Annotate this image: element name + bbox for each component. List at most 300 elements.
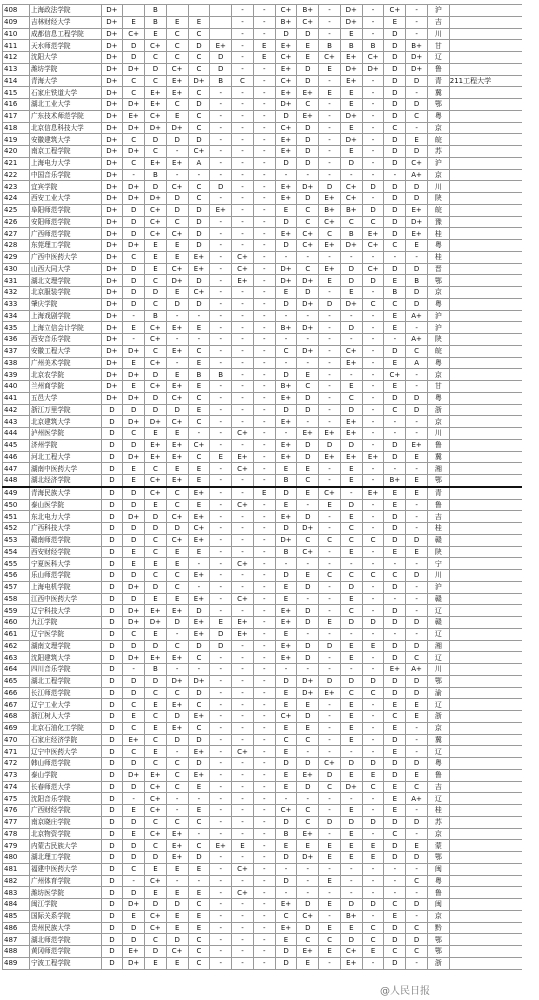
grade-cell: - [232,910,254,922]
grade-cell: - [232,110,254,122]
grade-cell: C [123,699,145,711]
province-cell: 粤 [427,240,449,252]
grade-cell: - [166,628,188,640]
school-name-cell: 东莞理工学院 [29,240,101,252]
grade-cell: E+ [145,87,167,99]
grade-cell: - [362,87,384,99]
grade-cell: C [297,99,319,111]
grade-cell: - [253,5,275,17]
grade-cell: D+ [297,181,319,193]
grade-cell: D [123,781,145,793]
grade-cell: C+ [340,193,362,205]
school-name-cell: 阜阳师范学院 [29,204,101,216]
rank-cell: 464 [3,664,30,676]
grade-cell: C+ [319,216,341,228]
grade-cell: E+ [275,63,297,75]
grade-cell: C [166,28,188,40]
grade-cell: D [123,298,145,310]
grade-cell: D+ [101,169,123,181]
grade-cell: E [145,240,167,252]
grade-cell: D [101,628,123,640]
school-name-cell: 河北工程大学 [29,451,101,463]
grade-cell: - [340,169,362,181]
grade-cell: - [406,428,428,440]
school-name-cell: 韩山师范学院 [29,758,101,770]
school-name-cell: 潍坊学院 [29,63,101,75]
province-cell: 鲁 [427,769,449,781]
grade-cell: C+ [145,204,167,216]
note-cell [449,675,522,687]
grade-cell: D+ [101,28,123,40]
grade-cell: D [101,769,123,781]
grade-cell: C [145,52,167,64]
grade-cell: - [362,146,384,158]
school-name-cell: 国际关系学院 [29,910,101,922]
grade-cell: - [166,334,188,346]
grade-cell: D [275,758,297,770]
grade-cell: E [297,722,319,734]
note-cell [449,605,522,617]
grade-cell: C [123,722,145,734]
grade-cell: - [384,251,406,263]
grade-cell: C+ [145,334,167,346]
grade-cell: - [210,863,232,875]
grade-cell: E [123,546,145,558]
province-cell: 豫 [427,216,449,228]
note-cell [449,157,522,169]
grade-cell: - [253,439,275,451]
school-name-cell: 广东技术师范学院 [29,110,101,122]
grade-cell: D [319,816,341,828]
grade-cell: D+ [145,122,167,134]
grade-cell: E+ [340,957,362,969]
table-row [3,899,523,911]
grade-cell: C [166,40,188,52]
grade-cell: E [340,828,362,840]
grade-cell: D [166,711,188,723]
grade-cell [210,28,232,40]
province-cell: 桂 [427,805,449,817]
grade-cell: E+ [188,263,210,275]
grade-cell: - [188,828,210,840]
note-cell [449,711,522,723]
grade-cell: - [210,746,232,758]
grade-cell: E+ [232,617,254,629]
grade-cell: D [101,487,123,499]
rank-cell: 426 [3,216,30,228]
grade-cell: D [101,758,123,770]
grade-cell: D [188,134,210,146]
grade-cell: - [210,664,232,676]
grade-cell: E+ [275,605,297,617]
grade-cell: D [384,852,406,864]
rank-cell: 452 [3,523,30,535]
school-name-cell: 上海电力大学 [29,157,101,169]
grade-cell: - [210,711,232,723]
grade-cell: C+ [232,499,254,511]
grade-cell: C [145,758,167,770]
school-name-cell: 北京农学院 [29,369,101,381]
table-row [3,711,523,723]
grade-cell: D [123,758,145,770]
grade-cell: D [101,887,123,899]
rank-cell: 458 [3,593,30,605]
grade-cell: C [297,734,319,746]
grade-cell: D+ [101,392,123,404]
grade-cell: C+ [232,593,254,605]
grade-cell: D [101,664,123,676]
grade-cell: - [253,28,275,40]
grade-cell: D [319,181,341,193]
grade-cell: D [101,523,123,535]
grade-cell: - [210,805,232,817]
watermark: @人民日报 [380,986,430,997]
grade-cell: D+ [166,275,188,287]
grade-cell: D+ [297,275,319,287]
grade-cell: E+ [340,52,362,64]
province-cell: 鲁 [427,63,449,75]
grade-cell: C+ [384,5,406,17]
school-name-cell: 湖南中医药大学 [29,463,101,475]
grade-cell: E+ [275,511,297,523]
grade-cell: - [210,193,232,205]
grade-cell: E [297,487,319,499]
grade-cell: D [340,899,362,911]
grade-cell: - [253,781,275,793]
table-row [3,558,523,570]
grade-cell: E [340,122,362,134]
table-row [3,581,523,593]
grade-cell: D+ [101,251,123,263]
table-row [3,475,523,487]
grade-cell: E [166,251,188,263]
grade-cell: D [123,852,145,864]
grade-cell: E [145,263,167,275]
table-row [3,852,523,864]
grade-cell: D+ [101,63,123,75]
grade-cell: C+ [188,439,210,451]
grade-cell: C [188,63,210,75]
grade-cell: - [362,75,384,87]
grade-cell: D+ [275,534,297,546]
province-cell: 京 [427,287,449,299]
grade-cell: E [340,769,362,781]
grade-cell: - [362,910,384,922]
grade-cell: E [340,475,362,487]
grade-cell: E+ [145,157,167,169]
grade-cell: E+ [384,664,406,676]
grade-cell: E+ [188,628,210,640]
grade-cell: - [232,28,254,40]
grade-cell: C [340,216,362,228]
grade-cell: - [210,240,232,252]
grade-cell: - [232,534,254,546]
grade-cell: D [123,934,145,946]
province-cell: 宁 [427,558,449,570]
grade-cell: C+ [145,228,167,240]
grade-cell: - [319,605,341,617]
grade-cell: C+ [232,863,254,875]
grade-cell: - [362,581,384,593]
grade-cell: B [275,828,297,840]
grade-cell: C [145,298,167,310]
province-cell: 晋 [427,263,449,275]
grade-cell: - [210,345,232,357]
grade-cell: - [253,75,275,87]
note-cell [449,381,522,393]
grade-cell: - [253,793,275,805]
rank-cell: 431 [3,275,30,287]
grade-cell: D [166,899,188,911]
grade-cell: - [232,899,254,911]
grade-cell: E [340,640,362,652]
note-cell [449,240,522,252]
grade-cell: C [123,157,145,169]
grade-cell: - [362,287,384,299]
grade-cell: D [340,758,362,770]
grade-cell: D [123,534,145,546]
grade-cell: - [297,558,319,570]
grade-cell: B+ [340,204,362,216]
grade-cell: - [275,664,297,676]
grade-cell: - [210,216,232,228]
grade-cell: E [406,134,428,146]
grade-cell: E [166,240,188,252]
grade-cell: - [188,793,210,805]
grade-cell: D [123,675,145,687]
grade-cell: D [384,146,406,158]
grade-cell: - [319,652,341,664]
grade-cell: - [232,52,254,64]
grade-cell: - [232,416,254,428]
grade-cell: - [362,828,384,840]
grade-cell: C [362,216,384,228]
rank-cell: 415 [3,87,30,99]
grade-cell: E [275,781,297,793]
grade-cell: D [101,781,123,793]
grade-cell: D+ [406,216,428,228]
grade-cell: D [362,204,384,216]
table-row [3,758,523,770]
grade-cell: C+ [232,558,254,570]
grade-cell: D+ [123,511,145,523]
rank-cell: 432 [3,287,30,299]
grade-cell: D+ [101,40,123,52]
grade-cell: C [123,428,145,440]
grade-cell: - [166,357,188,369]
grade-cell: - [319,416,341,428]
grade-cell: - [232,287,254,299]
grade-cell: D [123,887,145,899]
grade-cell: - [210,287,232,299]
grade-cell: - [253,87,275,99]
grade-cell: - [210,499,232,511]
grade-cell [210,16,232,28]
grade-cell: C [275,910,297,922]
grade-cell: - [210,392,232,404]
grade-cell: E [340,922,362,934]
grade-cell: - [253,687,275,699]
grade-cell: - [232,852,254,864]
note-cell [449,334,522,346]
grade-cell: - [253,664,275,676]
grade-cell: - [253,652,275,664]
grade-cell: E [123,357,145,369]
grade-cell: D [297,439,319,451]
grade-cell: E+ [188,593,210,605]
grade-cell: D+ [123,392,145,404]
grade-cell: E+ [188,711,210,723]
grade-cell: - [340,558,362,570]
grade-cell: C [362,687,384,699]
grade-cell: E+ [275,87,297,99]
grade-cell: - [253,334,275,346]
grade-cell: - [253,910,275,922]
grade-cell: E [275,581,297,593]
grade-cell: - [297,169,319,181]
school-name-cell: 泸州医学院 [29,428,101,440]
grade-cell: E+ [340,75,362,87]
grade-cell: E+ [145,605,167,617]
school-name-cell: 安阳师范学院 [29,216,101,228]
grade-cell: - [210,946,232,958]
grade-cell: C [297,263,319,275]
grade-cell [210,5,232,17]
grade-cell: - [319,392,341,404]
grade-cell: - [253,228,275,240]
province-cell: 冀 [427,87,449,99]
grade-cell: D [123,816,145,828]
grade-cell: E+ [340,357,362,369]
grade-cell: - [232,99,254,111]
note-cell [449,922,522,934]
grade-cell: E [406,546,428,558]
grade-cell: D [145,581,167,593]
grade-cell: D [340,263,362,275]
grade-cell: - [210,910,232,922]
grade-cell: C [145,687,167,699]
grade-cell: D [384,934,406,946]
school-name-cell: 内蒙古民族大学 [29,840,101,852]
grade-cell: E [384,499,406,511]
grade-cell: E+ [297,87,319,99]
grade-cell: E [188,546,210,558]
grade-cell: D [101,805,123,817]
note-cell [449,392,522,404]
note-cell [449,134,522,146]
grade-cell: - [319,546,341,558]
grade-cell: C+ [145,381,167,393]
school-name-cell: 闽江学院 [29,899,101,911]
grade-cell: - [232,664,254,676]
grade-cell: D+ [101,204,123,216]
grade-cell: C [340,570,362,582]
grade-cell: - [362,357,384,369]
grade-cell: - [319,475,341,487]
grade-cell: - [253,369,275,381]
grade-cell: - [210,534,232,546]
province-cell: 粤 [427,875,449,887]
grade-cell: E [340,546,362,558]
table-row [3,687,523,699]
grade-cell: D+ [101,75,123,87]
grade-cell: D+ [297,523,319,535]
grade-cell: - [406,28,428,40]
grade-cell: - [253,63,275,75]
grade-cell: - [166,793,188,805]
grade-cell: C [297,204,319,216]
school-name-cell: 吉林财经大学 [29,16,101,28]
grade-cell: - [232,228,254,240]
grade-cell: C [297,216,319,228]
grade-cell: B+ [319,204,341,216]
grade-cell: C [319,570,341,582]
grade-cell: E [340,381,362,393]
rank-cell: 417 [3,110,30,122]
table-row [3,204,523,216]
grade-cell: D+ [406,63,428,75]
table-row [3,193,523,205]
grade-cell: E [166,922,188,934]
grade-cell: - [362,546,384,558]
province-cell: 辽 [427,628,449,640]
grade-cell: E [275,593,297,605]
grade-cell: E [319,499,341,511]
grade-cell: - [319,5,341,17]
province-cell: 辽 [427,652,449,664]
grade-cell: D+ [101,298,123,310]
grade-cell: D [101,899,123,911]
grade-cell: - [210,523,232,535]
grade-cell: E [297,570,319,582]
note-cell [449,228,522,240]
grade-cell: E+ [362,487,384,499]
grade-cell: E+ [166,722,188,734]
grade-cell: - [406,910,428,922]
school-name-cell: 泰山医学院 [29,499,101,511]
grade-cell: - [275,169,297,181]
grade-cell: D [123,204,145,216]
grade-cell: E [188,910,210,922]
rank-cell: 420 [3,146,30,158]
grade-cell: - [319,581,341,593]
grade-cell: E [275,463,297,475]
province-cell: 川 [427,181,449,193]
grade-cell: C [145,840,167,852]
grade-cell: - [275,334,297,346]
grade-cell: - [210,228,232,240]
grade-cell: - [166,146,188,158]
grade-cell: - [253,499,275,511]
grade-cell: - [253,946,275,958]
grade-cell: - [406,499,428,511]
grade-cell: C+ [232,746,254,758]
grade-cell: D [101,946,123,958]
grade-cell: - [362,310,384,322]
note-cell [449,699,522,711]
grade-cell: D [406,852,428,864]
grade-cell: E [275,840,297,852]
grade-cell: E+ [123,734,145,746]
grade-cell: C [145,711,167,723]
grade-cell: C [123,863,145,875]
grade-cell: - [406,734,428,746]
grade-cell: E [166,593,188,605]
rank-cell: 479 [3,840,30,852]
grade-cell: E [406,487,428,499]
school-name-cell: 长春师范大学 [29,781,101,793]
grade-cell: E+ [188,251,210,263]
